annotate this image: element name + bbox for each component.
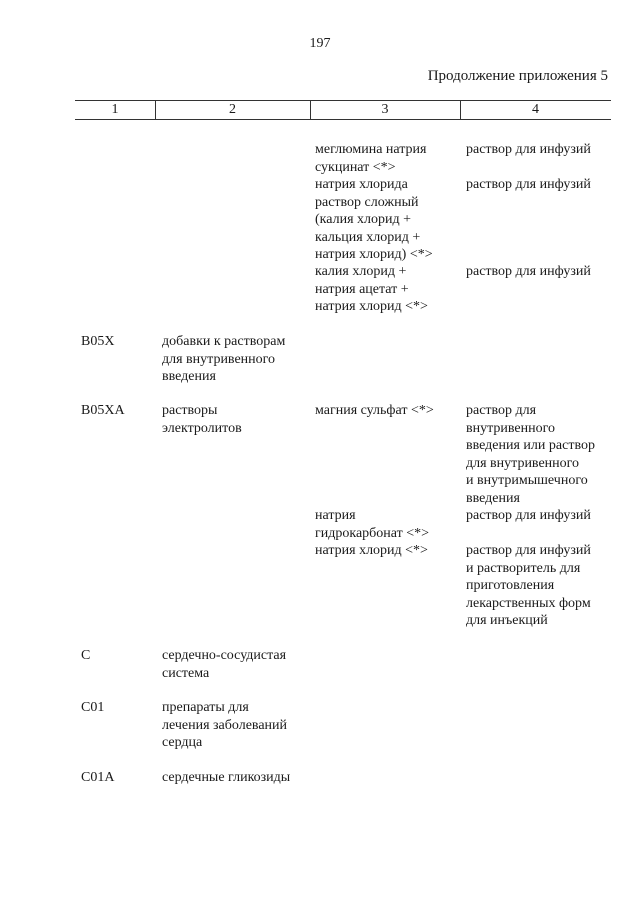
header-col-4: 4 (532, 102, 539, 117)
table-header-rule-bottom (75, 119, 611, 120)
cell-substance: натрия хлорида раствор сложный (калия хлорид + кальция хлорид + натрия хлорид) <*> (315, 177, 433, 262)
cell-substance: меглюмина натрия сукцинат <*> (315, 142, 427, 175)
header-col-1: 1 (111, 102, 119, 117)
cell-form: раствор для внутривенного введения или раствор для внутривенного и внутримышечного введения (466, 403, 595, 506)
cell-substance: натрия гидрокарбонат <*> (315, 508, 430, 541)
cell-form: раствор для инфузий (466, 264, 591, 279)
cell-form: раствор для инфузий и растворитель для приготовления лекарственных форм для инъекций (466, 543, 591, 628)
cell-group: сердечные гликозиды (162, 770, 291, 785)
cell-code: B05X (81, 334, 115, 349)
page-number: 197 (309, 36, 331, 51)
cell-form: раствор для инфузий (466, 508, 591, 523)
cell-group: препараты для лечения заболеваний сердца (162, 700, 288, 750)
cell-group: сердечно-сосудистая система (162, 648, 287, 681)
continuation-label: Продолжение приложения 5 (427, 68, 608, 84)
cell-substance: магния сульфат <*> (315, 403, 434, 418)
cell-group: растворы электролитов (162, 403, 242, 436)
header-col-2: 2 (229, 102, 236, 117)
cell-code: B05XA (81, 403, 125, 418)
cell-code: C01 (81, 700, 105, 715)
cell-substance: натрия хлорид <*> (315, 543, 428, 558)
cell-code: C01A (81, 770, 115, 785)
header-col-3: 3 (381, 102, 389, 117)
cell-group: добавки к растворам для внутривенного введения (162, 334, 286, 384)
cell-form: раствор для инфузий (466, 177, 591, 192)
cell-substance: калия хлорид + натрия ацетат + натрия хлорид <*> (315, 264, 428, 314)
cell-form: раствор для инфузий (466, 142, 591, 157)
cell-code: C (81, 648, 91, 663)
